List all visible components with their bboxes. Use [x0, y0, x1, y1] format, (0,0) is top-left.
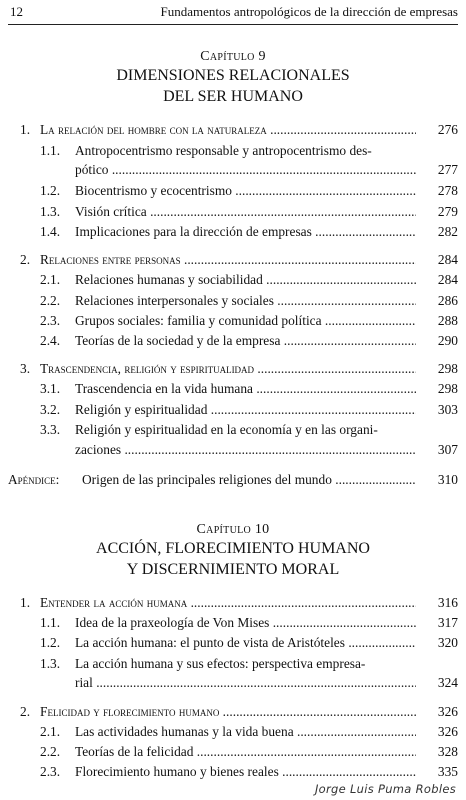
- toc-section-1[interactable]: [20, 120, 458, 139]
- entry-number: 2.: [20, 704, 31, 719]
- entry-number: 2.4.: [40, 333, 61, 348]
- entry-text: Las actividades humanas y la vida buena .....: [75, 722, 416, 741]
- entry-page: 326: [437, 724, 458, 739]
- entry-text: Teorías de la felicidad .....: [75, 742, 416, 761]
- toc-subsection-2-3[interactable]: [40, 762, 458, 781]
- chapter-title-line1: DIMENSIONES RELACIONALES: [116, 67, 350, 84]
- entry-number: 3.2.: [40, 402, 61, 417]
- entry-page: 298: [437, 381, 458, 396]
- entry-text: Religión y espiritualidad .....: [75, 400, 416, 419]
- chapter-label: Capítulo 10: [196, 522, 270, 537]
- entry-text: zaciones .....: [75, 440, 416, 459]
- chapter-title-line2: Y DISCERNIMIENTO MORAL: [126, 561, 340, 578]
- entry-text: Florecimiento humano y bienes reales .....: [75, 762, 416, 781]
- entry-page: 310: [437, 472, 458, 487]
- entry-text: La relación del hombre con la naturaleza .....: [40, 120, 416, 139]
- entry-page: 278: [437, 183, 458, 198]
- entry-text: Trascendencia en la vida humana .....: [75, 379, 416, 398]
- toc-subsection-1-4[interactable]: [40, 222, 458, 241]
- entry-text: La acción humana: el punto de vista de Aristóteles .....: [75, 633, 416, 652]
- entry-number: 3.3.: [40, 422, 61, 437]
- toc-subsection-3-3-line2[interactable]: [40, 440, 458, 459]
- toc-subsection-1-2[interactable]: [40, 181, 458, 200]
- entry-page: 279: [437, 204, 458, 219]
- toc-subsection-3-1[interactable]: [40, 379, 458, 398]
- entry-text: rial .....: [75, 673, 416, 692]
- entry-number: 1.1.: [40, 143, 61, 158]
- toc-subsection-1-1-line1[interactable]: [40, 141, 458, 160]
- entry-page: 303: [437, 402, 458, 417]
- toc-subsection-2-1[interactable]: [40, 722, 458, 741]
- toc-subsection-2-1[interactable]: [40, 270, 458, 289]
- entry-text: Teorías de la sociedad y de la empresa .....: [75, 331, 416, 350]
- entry-number: 1.1.: [40, 615, 61, 630]
- entry-text-line1: Antropocentrismo responsable y antropocentrismo des-: [75, 143, 372, 158]
- entry-text: Idea de la praxeología de Von Mises .....: [75, 613, 416, 632]
- running-title: Fundamentos antropológicos de la dirección de empresas: [160, 4, 458, 19]
- running-head: [10, 4, 458, 22]
- entry-number: 3.: [20, 361, 31, 376]
- entry-number: 1.3.: [40, 204, 61, 219]
- toc-subsection-1-3[interactable]: [40, 202, 458, 221]
- toc-section-2[interactable]: [20, 250, 458, 269]
- toc-subsection-1-1[interactable]: [40, 613, 458, 632]
- entry-page: 324: [437, 675, 458, 690]
- toc-section-3[interactable]: [20, 359, 458, 378]
- entry-number: 1.4.: [40, 224, 61, 239]
- entry-text: Origen de las principales religiones del mundo .....: [82, 470, 416, 489]
- entry-number: 2.2.: [40, 744, 61, 759]
- entry-number: 2.3.: [40, 313, 61, 328]
- toc-subsection-2-4[interactable]: [40, 331, 458, 350]
- entry-number: 2.1.: [40, 272, 61, 287]
- entry-page: 335: [437, 764, 458, 779]
- entry-page: 307: [437, 442, 458, 457]
- entry-text-line1: Religión y espiritualidad en la economía y en las organi-: [75, 422, 378, 437]
- toc-subsection-3-2[interactable]: [40, 400, 458, 419]
- entry-page: 284: [437, 252, 458, 267]
- entry-page: 290: [437, 333, 458, 348]
- entry-text: Implicaciones para la dirección de empresas .....: [75, 222, 416, 241]
- entry-text-line1: La acción humana y sus efectos: perspectiva empresa-: [75, 656, 366, 671]
- toc-subsection-1-2[interactable]: [40, 633, 458, 652]
- toc-subsection-1-1-line2[interactable]: [40, 160, 458, 179]
- entry-number: 1.: [20, 122, 31, 137]
- toc-appendix[interactable]: [8, 470, 458, 489]
- chapter-title-line1: ACCIÓN, FLORECIMIENTO HUMANO: [96, 540, 370, 557]
- entry-page: 328: [437, 744, 458, 759]
- chapter-label: Capítulo 9: [200, 49, 266, 64]
- header-rule: [8, 24, 458, 25]
- entry-text: Relaciones interpersonales y sociales .....: [75, 291, 416, 310]
- entry-page: 276: [437, 122, 458, 137]
- entry-page: 320: [437, 635, 458, 650]
- toc-subsection-2-3[interactable]: [40, 311, 458, 330]
- entry-page: 284: [437, 272, 458, 287]
- entry-text: pótico .....: [75, 160, 416, 179]
- chapter-9-heading: [0, 49, 466, 107]
- toc-subsection-3-3-line1[interactable]: [40, 420, 458, 439]
- entry-number: 2.2.: [40, 293, 61, 308]
- page-number: 12: [10, 4, 23, 19]
- entry-page: 326: [437, 704, 458, 719]
- entry-text: Felicidad y florecimiento humano .....: [40, 702, 416, 721]
- toc-subsection-1-3-line2[interactable]: [40, 673, 458, 692]
- signature-watermark: Jorge Luis Puma Robles: [314, 782, 456, 796]
- entry-text: Trascendencia, religión y espiritualidad .....: [40, 359, 416, 378]
- toc-section-2[interactable]: [20, 702, 458, 721]
- toc-subsection-1-3-line1[interactable]: [40, 654, 458, 673]
- entry-page: 298: [437, 361, 458, 376]
- entry-number: 1.2.: [40, 635, 61, 650]
- entry-text: Biocentrismo y ecocentrismo .....: [75, 181, 416, 200]
- toc-subsection-2-2[interactable]: [40, 291, 458, 310]
- entry-page: 317: [437, 615, 458, 630]
- toc-section-1[interactable]: [20, 593, 458, 612]
- entry-number: 1.3.: [40, 656, 61, 671]
- entry-text: Grupos sociales: familia y comunidad política .....: [75, 311, 416, 330]
- entry-page: 282: [437, 224, 458, 239]
- entry-number: 2.1.: [40, 724, 61, 739]
- chapter-title-line2: DEL SER HUMANO: [163, 88, 303, 105]
- appendix-label: Apéndice:: [8, 472, 60, 487]
- entry-text: Relaciones entre personas .....: [40, 250, 416, 269]
- entry-number: 3.1.: [40, 381, 61, 396]
- entry-page: 288: [437, 313, 458, 328]
- entry-page: 316: [437, 595, 458, 610]
- entry-number: 2.3.: [40, 764, 61, 779]
- entry-text: Relaciones humanas y sociabilidad .....: [75, 270, 416, 289]
- entry-page: 277: [437, 162, 458, 177]
- entry-page: 286: [437, 293, 458, 308]
- entry-text: Entender la acción humana .....: [40, 593, 416, 612]
- entry-number: 1.2.: [40, 183, 61, 198]
- entry-number: 2.: [20, 252, 31, 267]
- chapter-10-heading: [0, 522, 466, 580]
- entry-text: Visión crítica .....: [75, 202, 416, 221]
- toc-subsection-2-2[interactable]: [40, 742, 458, 761]
- entry-number: 1.: [20, 595, 31, 610]
